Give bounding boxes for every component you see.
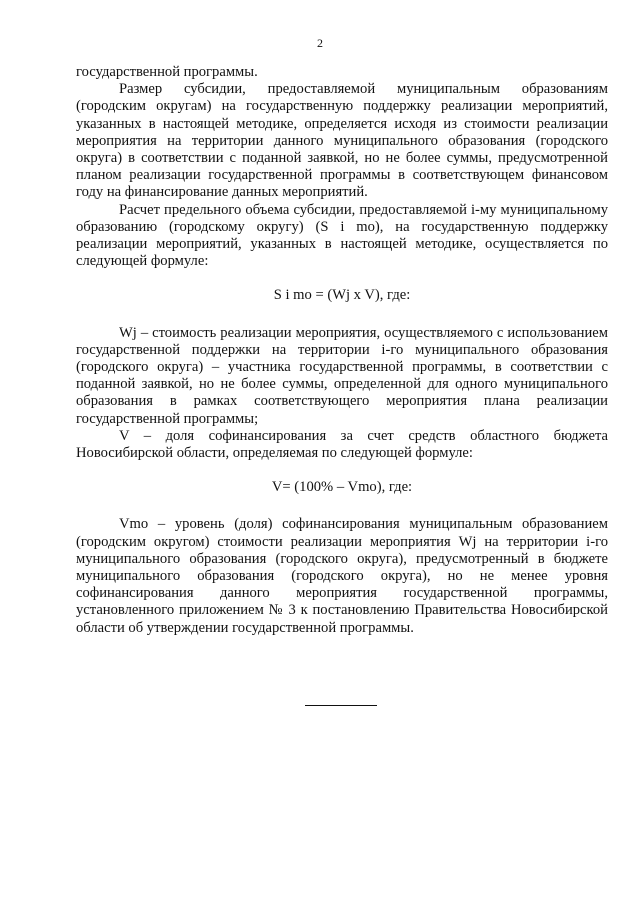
paragraph-continuation: государственной программы. xyxy=(76,64,258,80)
closing-divider-line xyxy=(305,705,377,706)
document-body xyxy=(76,64,608,637)
page-number: 2 xyxy=(317,36,323,50)
formula-cofinancing-share: V= (100% – Vmo), где: xyxy=(271,479,413,496)
paragraph-calculation-intro: Расчет предельного объема субсидии, предоставляемой i-му муниципальному образованию (городскому округу) (S i mo), на государственную поддержку реализации мероприятий, указанных в настоящей методике, осуществляется по следующей формуле: xyxy=(76,201,608,270)
paragraph-vmo-definition: Vmo – уровень (доля) софинансирования муниципальным образованием (городским округом) стоимости реализации мероприятия Wj на территории i-го муниципального образования (городского округа), предусмотренный в бюджете муниципального образования (городского округа), но не менее уровня софинансирования данного мероприятия государственной программы, установленного приложением № 3 к постановлению Правительства Новосибирской области об утверждении государственной программы. xyxy=(76,516,608,636)
paragraph-wj-definition: Wj – стоимость реализации мероприятия, осуществляемого с использованием государственной поддержки на территории i-го муниципального образования (городского округа) – участника государственной программы, в соответствии с поданной заявкой, но не более суммы, определенной для одного муниципального образования в рамках соответствующего мероприятия плана реализации государственной программы; xyxy=(76,324,608,427)
formula-subsidy: S i mo = (Wj x V), где: xyxy=(273,287,411,304)
paragraph-v-definition: V – доля софинансирования за счет средств областного бюджета Новосибирской области, определяемая по следующей формуле: xyxy=(76,427,608,462)
paragraph-subsidy-size: Размер субсидии, предоставляемой муниципальным образованиям (городским округам) на государственную поддержку реализации мероприятий, указанных в настоящей методике, определяется исходя из стоимости реализации мероприятия на территории данного муниципального образования (городского округа) в соответствии с поданной заявкой, но не более суммы, предусмотренной планом реализации государственной программы в соответствующем финансовом году на финансирование данных мероприятий. xyxy=(76,81,608,201)
